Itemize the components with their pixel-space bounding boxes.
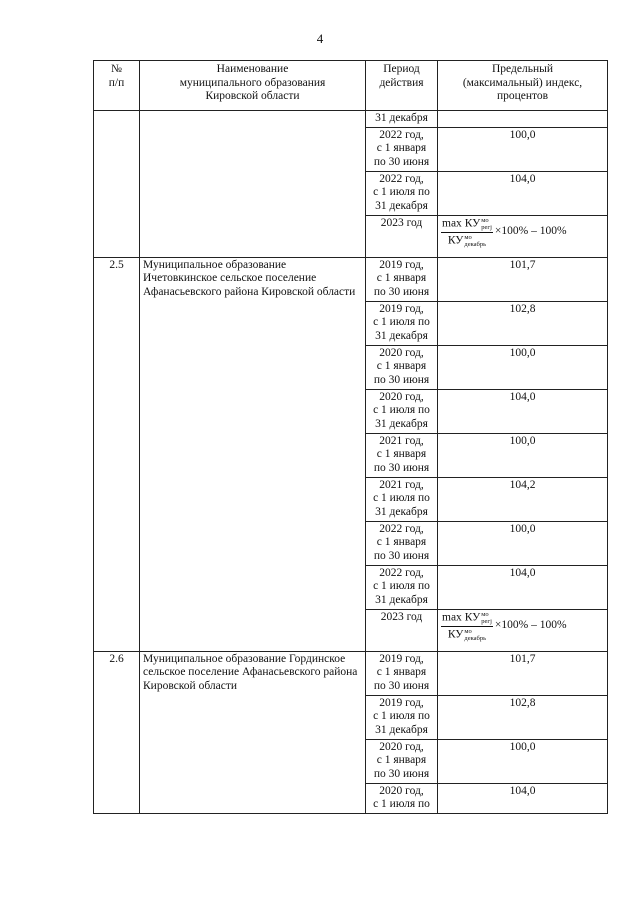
municipality-name: Муниципальное образование Гординское сельское поселение Афанасьевского района Кировской области — [140, 651, 366, 813]
row-number: 2.6 — [94, 651, 140, 813]
index-cell: 102,8 — [438, 301, 608, 345]
page-number: 4 — [316, 31, 324, 46]
period-cell: 2019 год, с 1 июля по 31 декабря — [366, 301, 438, 345]
formula-max: max — [442, 611, 462, 624]
formula-sup-den: мо — [464, 627, 472, 635]
formula-fraction — [441, 217, 493, 248]
index-cell — [438, 215, 608, 257]
formula-denominator-indices — [464, 234, 486, 248]
period-cell: 2020 год, с 1 июля по — [366, 783, 438, 813]
period-cell: 2022 год, с 1 января по 30 июня — [366, 127, 438, 171]
municipality-name — [140, 111, 366, 258]
header-name: Наименование муниципального образования Кировской области — [140, 61, 366, 111]
index-cell: 100,0 — [438, 521, 608, 565]
period-cell: 2022 год, с 1 января по 30 июня — [366, 521, 438, 565]
formula-sup: мо — [481, 610, 489, 618]
index-cell: 100,0 — [438, 127, 608, 171]
index-cell: 101,7 — [438, 651, 608, 695]
formula-sup: мо — [481, 216, 489, 224]
period-cell: 2019 год, с 1 января по 30 июня — [366, 651, 438, 695]
row-number: 2.5 — [94, 257, 140, 651]
formula-fraction — [441, 611, 493, 642]
index-cell: 104,0 — [438, 783, 608, 813]
period-cell: 2020 год, с 1 января по 30 июня — [366, 345, 438, 389]
municipality-name: Муниципальное образование Ичетовкинское сельское поселение Афанасьевского района Кировской области — [140, 257, 366, 651]
formula-sub-den: декабрь — [464, 240, 487, 248]
formula-tail: ×100% – 100% — [494, 225, 567, 238]
index-cell — [438, 609, 608, 651]
period-cell: 2021 год, с 1 июля по 31 декабря — [366, 477, 438, 521]
formula-tail: ×100% – 100% — [494, 619, 567, 632]
formula-denominator — [447, 627, 487, 642]
index-cell: 104,0 — [438, 389, 608, 433]
index-cell: 104,0 — [438, 171, 608, 215]
period-cell: 2021 год, с 1 января по 30 июня — [366, 433, 438, 477]
index-cell: 100,0 — [438, 739, 608, 783]
row-number — [94, 111, 140, 258]
formula-ku-den: КУ — [447, 628, 464, 641]
formula-sup-den: мо — [464, 233, 472, 241]
tariff-index-table — [93, 60, 608, 814]
formula-ku: КУ — [464, 611, 481, 624]
period-cell: 2023 год — [366, 609, 438, 651]
formula-sub-num: регj — [481, 617, 492, 625]
formula-sub-num: регj — [481, 223, 492, 231]
formula-numerator-indices — [481, 611, 492, 625]
formula-max: max — [442, 217, 462, 230]
index-cell: 100,0 — [438, 345, 608, 389]
index-cell — [438, 111, 608, 128]
table-row — [94, 111, 608, 128]
period-cell: 2022 год, с 1 июля по 31 декабря — [366, 565, 438, 609]
index-cell: 100,0 — [438, 433, 608, 477]
header-index: Предельный (максимальный) индекс, процентов — [438, 61, 608, 111]
table-header-row — [94, 61, 608, 111]
period-cell: 2020 год, с 1 января по 30 июня — [366, 739, 438, 783]
table-row — [94, 651, 608, 695]
period-cell: 2019 год, с 1 июля по 31 декабря — [366, 695, 438, 739]
header-period: Период действия — [366, 61, 438, 111]
period-cell: 31 декабря — [366, 111, 438, 128]
formula-denominator-indices — [464, 628, 486, 642]
formula-numerator — [441, 611, 493, 627]
formula-numerator-indices — [481, 217, 492, 231]
table-row — [94, 257, 608, 301]
period-cell: 2023 год — [366, 215, 438, 257]
formula-numerator — [441, 217, 493, 233]
period-cell: 2022 год, с 1 июля по 31 декабря — [366, 171, 438, 215]
index-cell: 104,2 — [438, 477, 608, 521]
index-cell: 101,7 — [438, 257, 608, 301]
formula-sub-den: декабрь — [464, 634, 487, 642]
index-cell: 102,8 — [438, 695, 608, 739]
index-formula — [441, 611, 567, 642]
period-cell: 2020 год, с 1 июля по 31 декабря — [366, 389, 438, 433]
header-num: № п/п — [94, 61, 140, 111]
formula-denominator — [447, 233, 487, 248]
table-body — [94, 111, 608, 814]
formula-ku-den: КУ — [447, 234, 464, 247]
index-cell: 104,0 — [438, 565, 608, 609]
index-formula — [441, 217, 567, 248]
formula-ku: КУ — [464, 217, 481, 230]
period-cell: 2019 год, с 1 января по 30 июня — [366, 257, 438, 301]
